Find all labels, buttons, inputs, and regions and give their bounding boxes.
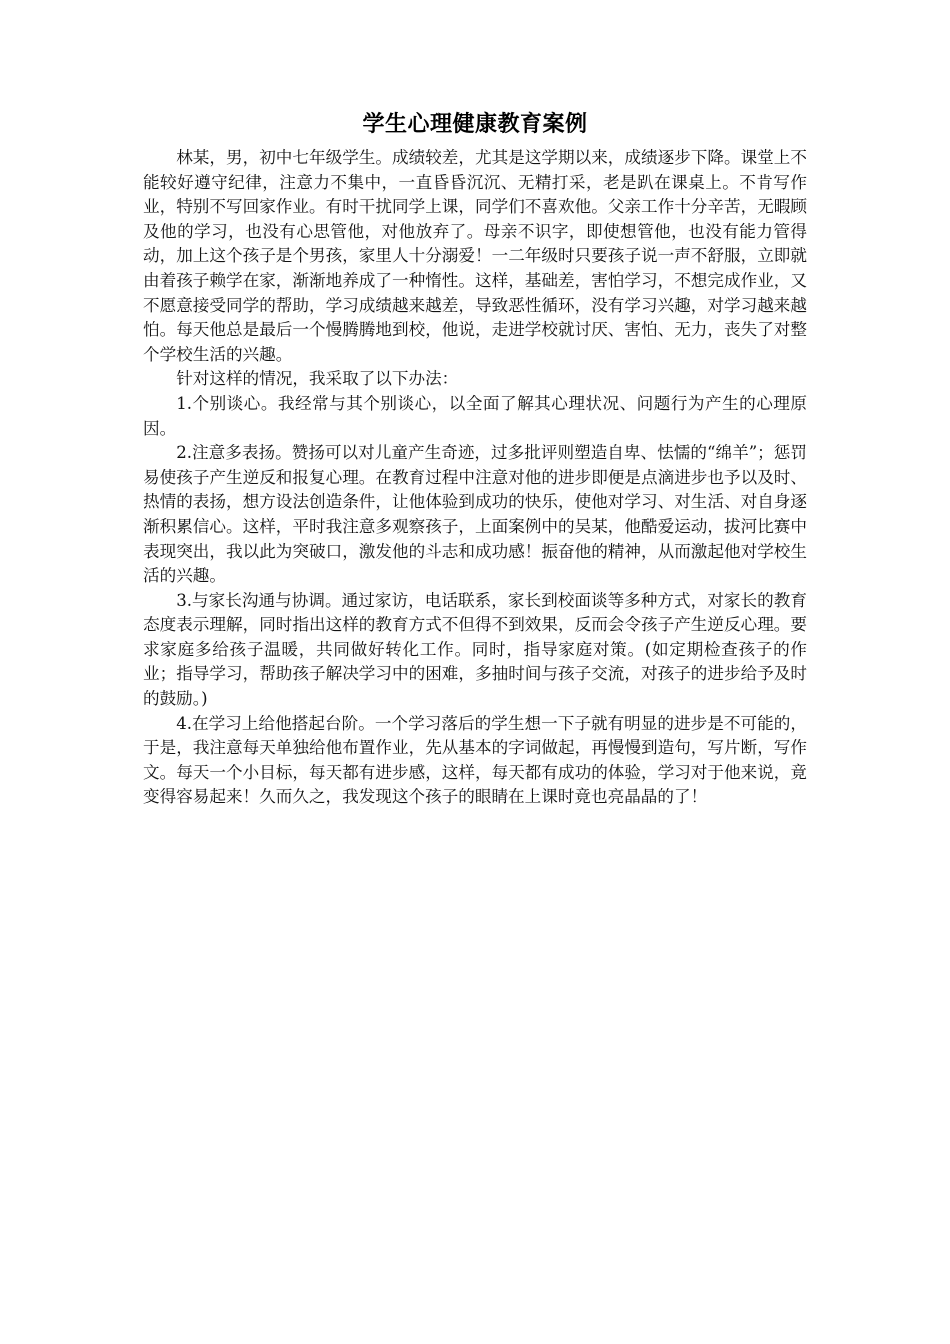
document-title: 学生心理健康教育案例	[362, 112, 588, 137]
paragraph-measure-3: 3.与家长沟通与协调。通过家访，电话联系，家长到校面谈等多种方式，对家长的教育态度表示理解，同时指出这样的教育方式不但得不到效果，反而会令孩子产生逆反心理。要求家庭多给孩子温暖，共同做好转化工作。同时，指导家庭对策。(如定期检查孩子的作业；指导学习，帮助孩子解决学习中的困难，多抽时间与孩子交流，对孩子的进步给予及时的鼓励。)	[143, 590, 807, 709]
paragraph-measures-intro: 针对这样的情况，我采取了以下办法：	[176, 369, 459, 389]
paragraph-measure-4: 4.在学习上给他搭起台阶。一个学习落后的学生想一下子就有明显的进步是不可能的，于是，我注意每天单独给他布置作业，先从基本的字词做起，再慢慢到造句，写片断，写作文。每天一个小目标，每天都有进步感，这样，每天都有成功的体验，学习对于他来说，竟变得容易起来！久而久之，我发现这个孩子的眼睛在上课时竟也亮晶晶的了！	[143, 713, 807, 807]
paragraph-case-description: 林某，男，初中七年级学生。成绩较差，尤其是这学期以来，成绩逐步下降。课堂上不能较好遵守纪律，注意力不集中，一直昏昏沉沉、无精打采，老是趴在课桌上。不肯写作业，特别不写回家作业。有时干扰同学上课，同学们不喜欢他。父亲工作十分辛苦，无暇顾及他的学习，也没有心思管他，对他放弃了。母亲不识字，即使想管他，也没有能力管得动，加上这个孩子是个男孩，家里人十分溺爱！一二年级时只要孩子说一声不舒服，立即就由着孩子赖学在家，渐渐地养成了一种惰性。这样，基础差，害怕学习，不想完成作业，又不愿意接受同学的帮助，学习成绩越来越差，导致恶性循环，没有学习兴趣，对学习越来越怕。每天他总是最后一个慢腾腾地到校，他说，走进学校就讨厌、害怕、无力，丧失了对整个学校生活的兴趣。	[143, 148, 807, 364]
paragraph-measure-1: 1.个别谈心。我经常与其个别谈心，以全面了解其心理状况、问题行为产生的心理原因。	[143, 393, 807, 438]
document-body	[143, 108, 807, 810]
paragraph-measure-2: 2.注意多表扬。赞扬可以对儿童产生奇迹，过多批评则塑造自卑、怯懦的“绵羊”；惩罚易使孩子产生逆反和报复心理。在教育过程中注意对他的进步即便是点滴进步也予以及时、热情的表扬，想方设法创造条件，让他体验到成功的快乐，使他对学习、对生活、对自身逐渐积累信心。这样，平时我注意多观察孩子，上面案例中的吴某，他酷爱运动，拔河比赛中表现突出，我以此为突破口，激发他的斗志和成功感！振奋他的精神，从而激起他对学校生活的兴趣。	[143, 443, 807, 586]
